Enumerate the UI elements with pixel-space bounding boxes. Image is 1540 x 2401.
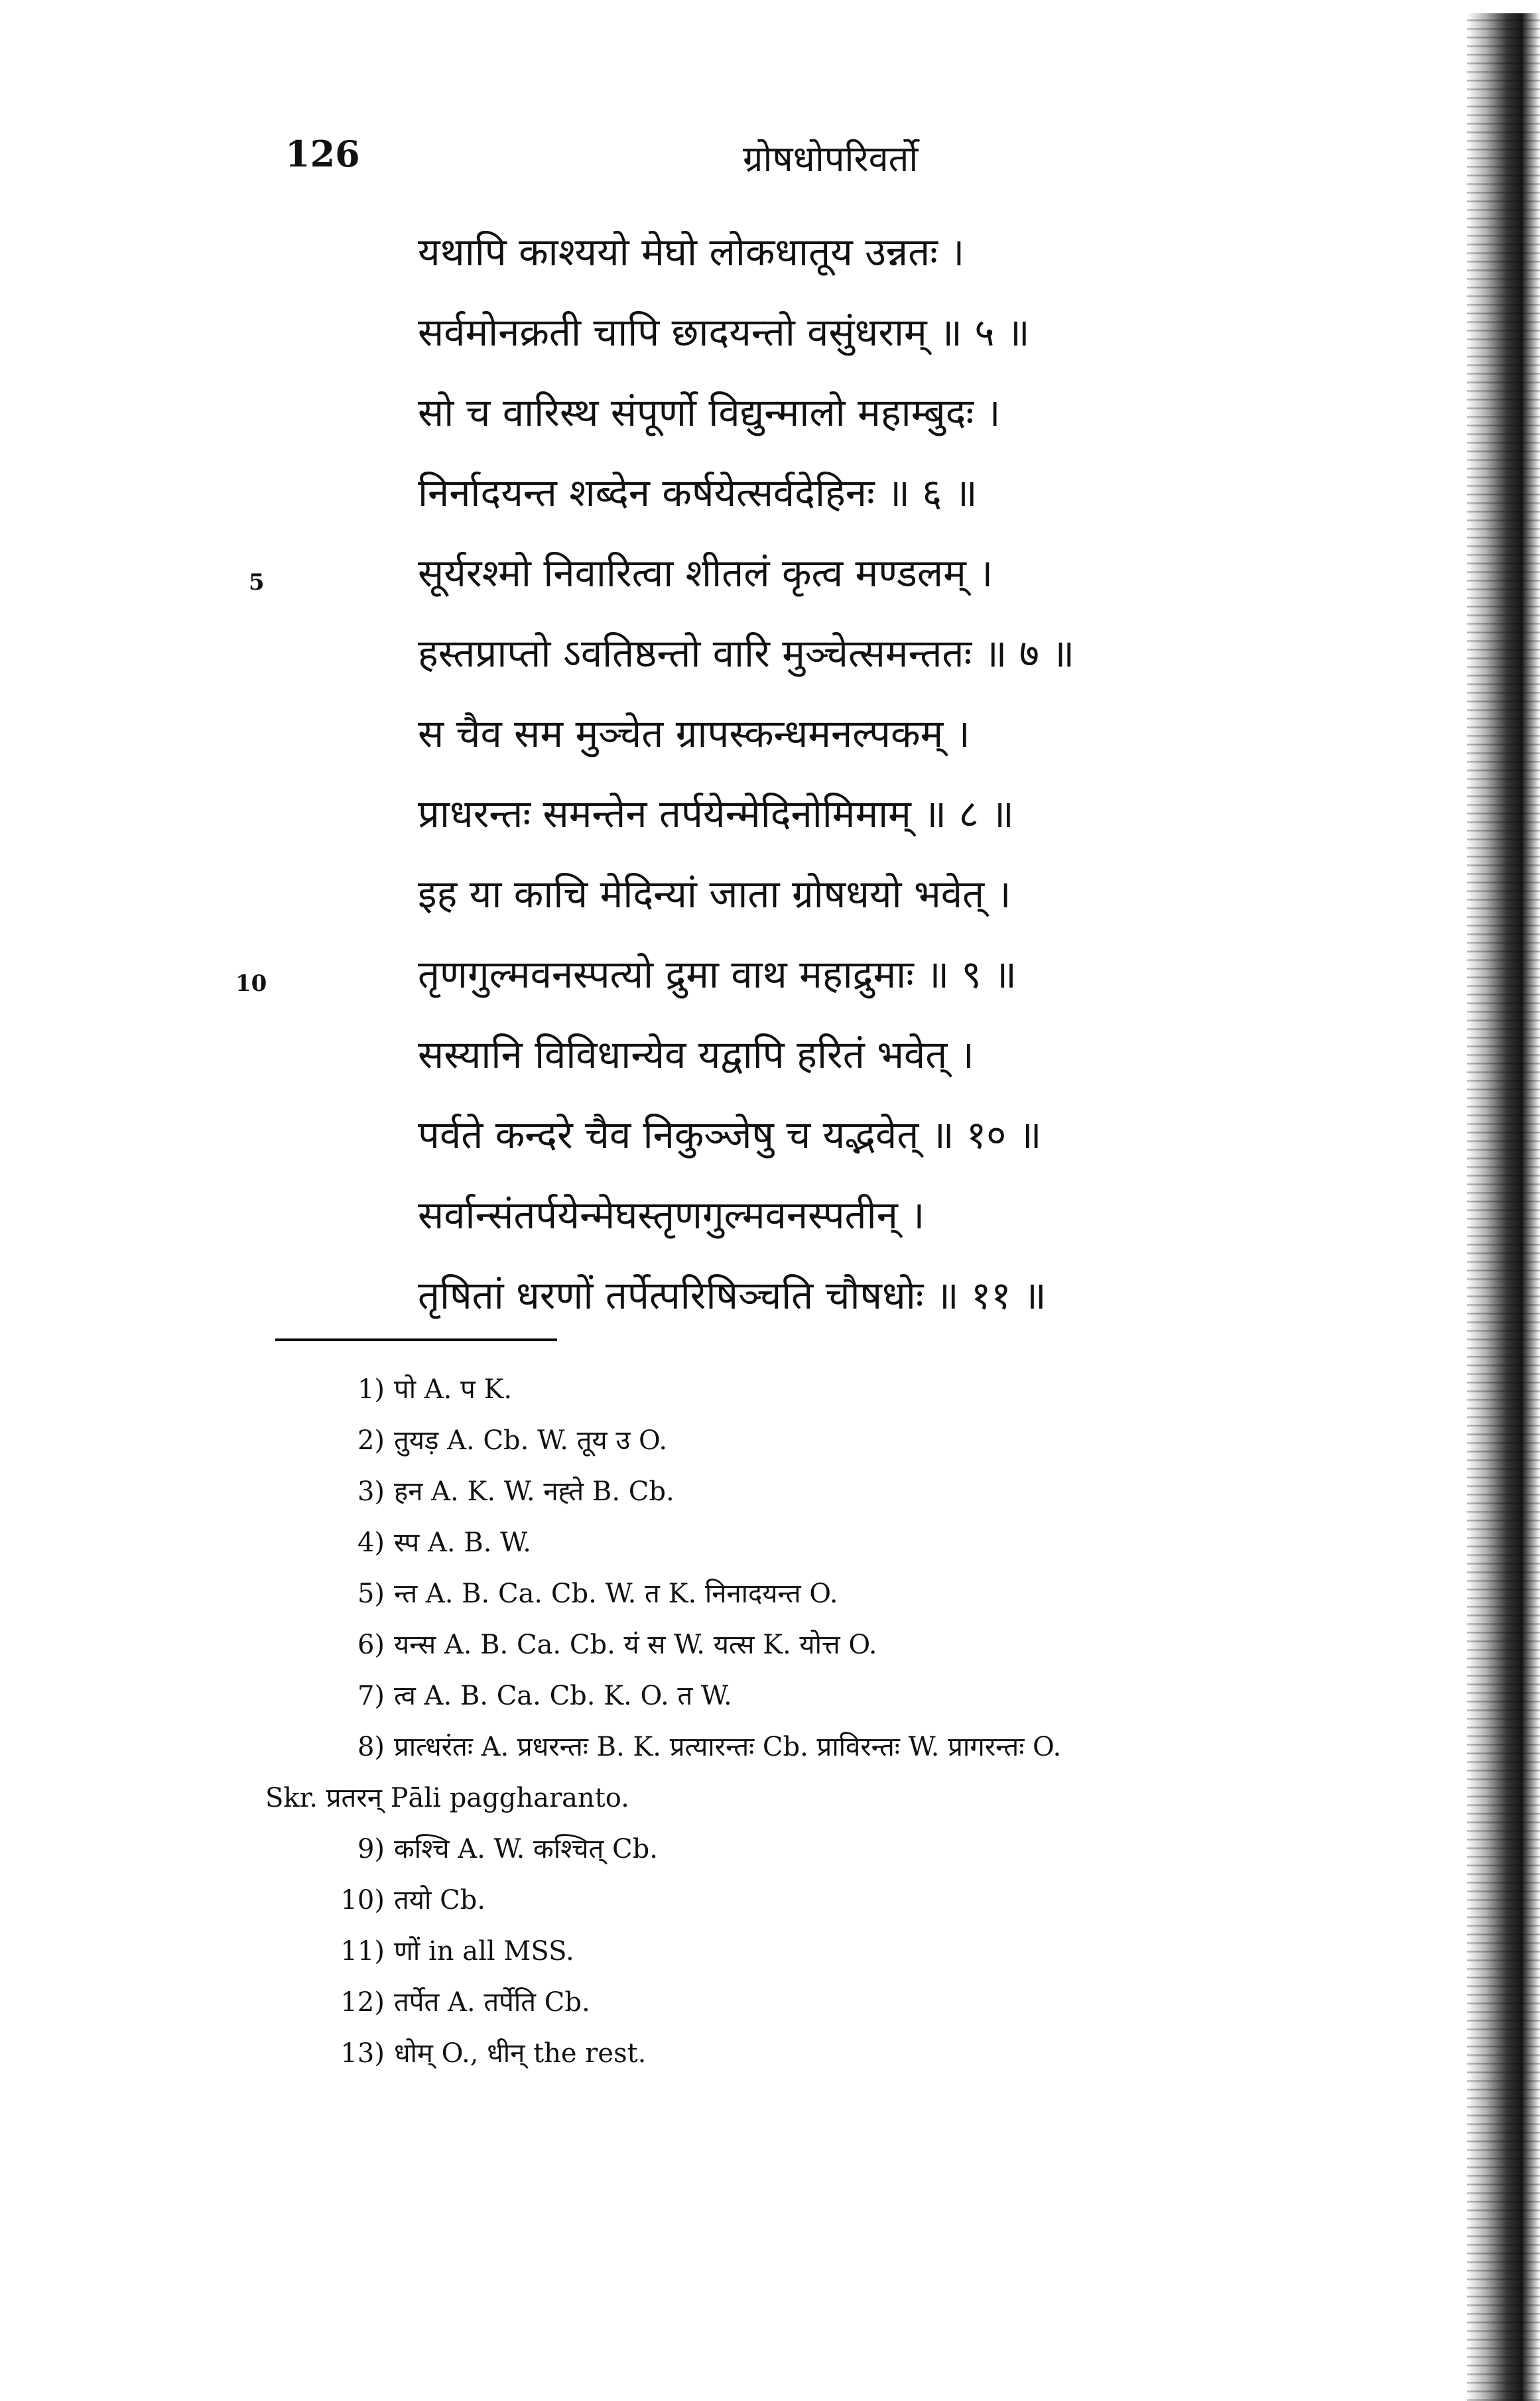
verse-line: सर्वमोनक्रती चापि छादयन्तो वसुंधराम् ॥ ५ ॥ <box>418 310 1030 355</box>
line-number-marker: 10 <box>235 970 267 997</box>
footnote-text: तर्पेत A. तर्पेति Cb. <box>394 1987 590 2018</box>
footnote <box>265 1370 1426 1421</box>
footnote-text: तयो Cb. <box>394 1885 486 1915</box>
verse-line: निर्नादयन्त शब्देन कर्षयेत्सर्वदेहिनः ॥ ६ ॥ <box>418 470 978 515</box>
footnote-continuation <box>265 1778 1426 1829</box>
footnote-text: प्रात्धरंतः A. प्रधरन्तः B. K. प्रत्यारन्तः Cb. प्राविरन्तः W. प्रागरन्तः O. <box>394 1732 1062 1762</box>
footnote <box>265 1523 1426 1574</box>
verse-line: सर्वान्संतर्पयेन्मेघस्तृणगुल्मवनस्पतीन् । <box>418 1193 925 1238</box>
footnote-text: णों in all MSS. <box>394 1936 574 1967</box>
verse-block <box>235 229 1147 1352</box>
page-edge-shadow <box>1467 13 1540 2401</box>
verse-text: सूर्यरश्मो निवारित्वा शीतलं कृत्व मण्डलम् । <box>418 551 994 596</box>
verse-line: हस्तप्राप्तो ऽवतिष्ठन्तो वारि मुञ्चेत्समन्ततः ॥ ७ ॥ <box>418 631 1075 676</box>
footnote-number: 11) <box>340 1936 385 1967</box>
footnote-text: न्त A. B. Ca. Cb. W. त K. निनादयन्त O. <box>394 1579 838 1609</box>
footnote-number: 13) <box>340 2038 385 2069</box>
footnote <box>265 1676 1426 1727</box>
running-head: ग्रोषधोपरिवर्तो <box>743 138 919 180</box>
page-number: 126 <box>285 133 360 175</box>
footnote-divider <box>275 1338 557 1341</box>
footnote-number: 5) <box>357 1579 385 1609</box>
footnote-text: पो A. प K. <box>394 1374 513 1405</box>
verse-line <box>249 550 1147 630</box>
footnote-text: धोम् O., धीन् the rest. <box>394 2038 647 2069</box>
footnote <box>265 1625 1426 1676</box>
footnote <box>265 1421 1426 1472</box>
footnote-text: हन A. K. W. नह्ते B. Cb. <box>394 1476 674 1507</box>
footnote-number: 8) <box>357 1732 385 1762</box>
verse-text: तृणगुल्मवनस्पत्यो द्रुमा वाथ महाद्रुमाः ॥ ९ ॥ <box>418 952 1017 997</box>
footnote-number: 9) <box>357 1834 385 1864</box>
footnote <box>265 1472 1426 1523</box>
footnote-text: त्व A. B. Ca. Cb. K. O. त W. <box>394 1681 732 1711</box>
line-number-marker: 5 <box>249 569 265 596</box>
footnote-text: कश्चि A. W. कश्चित् Cb. <box>394 1834 658 1864</box>
footnote <box>265 1829 1426 1880</box>
footnote-number: 10) <box>340 1885 385 1915</box>
footnote-text: Skr. प्रतरन् Pāli paggharanto. <box>265 1783 629 1813</box>
footnote <box>265 1931 1426 1982</box>
verse-line: यथापि काश्ययो मेघो लोकधातूय उन्नतः । <box>418 229 965 275</box>
verse-line: पर्वते कन्दरे चैव निकुञ्जेषु च यद्भवेत् ॥ १० ॥ <box>418 1112 1042 1157</box>
footnote-text: स्प A. B. W. <box>394 1527 531 1558</box>
verse-line <box>235 951 1147 1031</box>
footnote-number: 1) <box>357 1374 385 1405</box>
verse-line: प्राधरन्तः समन्तेन तर्पयेन्मेदिनोमिमाम् ॥ ८ ॥ <box>418 791 1014 836</box>
footnote <box>265 1574 1426 1625</box>
footnote-text: यन्स A. B. Ca. Cb. यं स W. यत्स K. योत्त O. <box>394 1630 877 1660</box>
page-header <box>265 133 955 186</box>
footnote-number: 3) <box>357 1476 385 1507</box>
verse-line: स चैव सम मुञ्चेत ग्रापस्कन्धमनल्पकम् । <box>418 711 970 756</box>
verse-line: सो च वारिस्थ संपूर्णो विद्युन्मालो महाम्बुदः । <box>418 390 1001 435</box>
footnote-number: 7) <box>357 1681 385 1711</box>
verse-line: तृषितां धरणों तर्पेत्परिषिञ्चति चौषधोः ॥ ११ ॥ <box>418 1273 1047 1318</box>
footnotes <box>265 1370 1426 2085</box>
footnote <box>265 1727 1426 1778</box>
footnote-text: तुयड़ A. Cb. W. तूय उ O. <box>394 1425 668 1456</box>
footnote-number: 12) <box>340 1987 385 2018</box>
footnote-number: 6) <box>357 1630 385 1660</box>
verse-line: सस्यानि विविधान्येव यद्वापि हरितं भवेत् । <box>418 1032 974 1077</box>
footnote-number: 2) <box>357 1425 385 1456</box>
footnote-number: 4) <box>357 1527 385 1558</box>
verse-line: इह या काचि मेदिन्यां जाता ग्रोषधयो भवेत् । <box>418 872 1011 917</box>
footnote <box>265 1982 1426 2034</box>
footnote <box>265 1880 1426 1931</box>
footnote <box>265 2034 1426 2085</box>
